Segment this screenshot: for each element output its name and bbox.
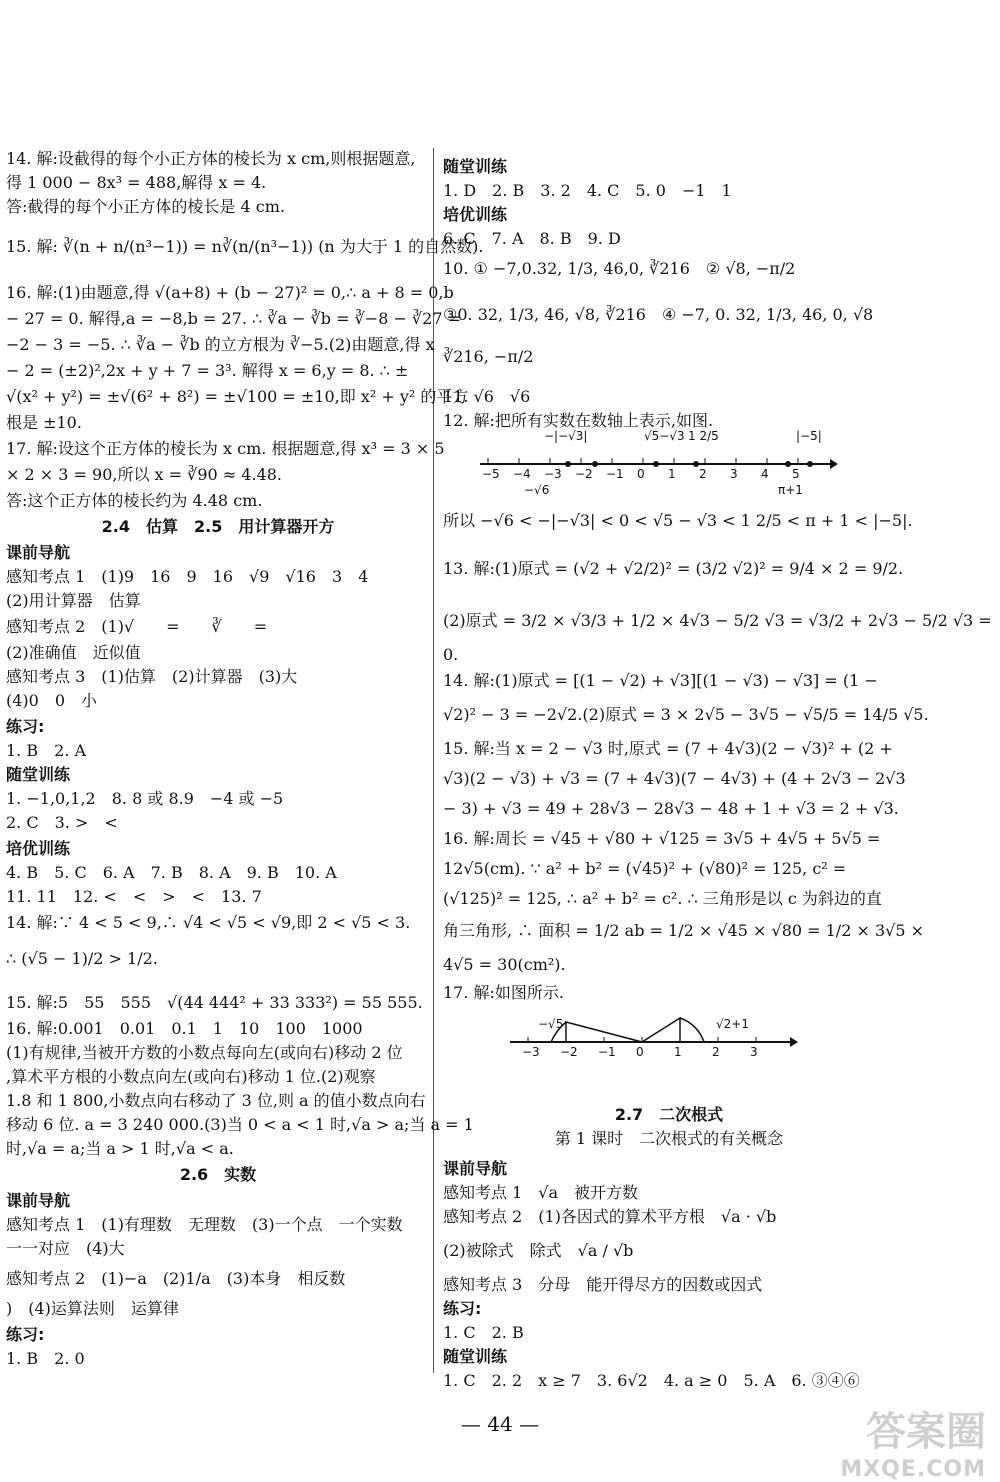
right-text-line: 所以 −√6 < −|−√3| < 0 < √5 − √3 < 1 2/5 < π + 1 < |−5|. <box>443 511 913 530</box>
tick-label: 1 <box>674 1045 682 1059</box>
left-text-line: − 2 = (±2)²,2x + y + 7 = 3³. 解得 x = 6,y = 8. ∴ ± <box>6 361 409 380</box>
left-text-line: 16. 解:(1)由题意,得 √(a+8) + (b − 27)² = 0,∴ a + 8 = 0,b <box>6 283 454 302</box>
nl1-mark-sqrt5-sqrt3: √5−√3 <box>644 429 685 443</box>
left-text-line: 根是 ±10. <box>6 413 82 432</box>
column-divider <box>433 148 434 1373</box>
left-text-line: 培优训练 <box>6 839 71 858</box>
left-text-line: 2. C 3. > < <box>6 813 118 832</box>
left-text-line: (1)有规律,当被开方数的小数点每向左(或向右)移动 2 位 <box>6 1043 403 1062</box>
right-text-line: 4√5 = 30(cm²). <box>443 955 566 974</box>
right-text-line: 14. 解:(1)原式 = [(1 − √2) + √3][(1 − √3) − √3] = (1 − <box>443 671 878 690</box>
right-text-line: ∛216, −π/2 <box>443 347 534 366</box>
left-text-line: 移动 6 位. a = 3 240 000.(3)当 0 < a < 1 时,√a > a;当 a = 1 <box>6 1115 474 1134</box>
tick-label: −3 <box>544 467 562 481</box>
tick-label: −5 <box>482 467 500 481</box>
right-text-line: 10. ① −7,0.32, 1/3, 46,0, ∛216 ② √8, −π/2 <box>443 259 796 278</box>
left-text-line: 1. −1,0,1,2 8. 8 或 8.9 −4 或 −5 <box>6 789 284 808</box>
right-text-line: 第 1 课时 二次根式的有关概念 <box>554 1129 784 1148</box>
right-text-line: √3)(2 − √3) + √3 = (7 + 4√3)(7 − 4√3) + (4 + 2√3 − 2√3 <box>443 769 906 788</box>
tick-label: −4 <box>513 467 531 481</box>
left-text-line: 15. 解: ∛(n + n/(n³−1)) = n∛(n/(n³−1)) (n 为大于 1 的自然数). <box>6 237 484 256</box>
tick-label: −1 <box>606 467 624 481</box>
tick-label: 0 <box>637 467 645 481</box>
watermark <box>786 1400 986 1482</box>
page-number: — 44 — <box>460 1412 540 1436</box>
right-text-line: 12√5(cm). ∵ a² + b² = (√45)² + (√80)² = 125, c² = <box>443 859 847 878</box>
right-text-line: √2)² − 3 = −2√2.(2)原式 = 3 × 2√5 − 3√5 − √5/5 = 14/5 √5. <box>443 705 929 724</box>
left-text-line: 感知考点 2 (1)−a (2)1/a (3)本身 相反数 <box>6 1269 346 1288</box>
left-text-line: 课前导航 <box>6 1191 71 1210</box>
right-text-line: 角三角形, ∴ 面积 = 1/2 ab = 1/2 × √45 × √80 = 1/2 × 3√5 × <box>443 921 925 940</box>
left-text-line: 1. B 2. A <box>6 741 87 760</box>
right-text-line: 随堂训练 <box>443 157 508 176</box>
right-text-line: 感知考点 1 √a 被开方数 <box>443 1183 639 1202</box>
left-text-line: 感知考点 3 (1)估算 (2)计算器 (3)大 <box>6 667 298 686</box>
right-text-line: 15. 解:当 x = 2 − √3 时,原式 = (7 + 4√3)(2 − √3)² + (2 + <box>443 739 893 758</box>
right-text-line: 1. C 2. 2 x ≥ 7 3. 6√2 4. a ≥ 0 5. A 6. ③④⑥ <box>443 1371 860 1390</box>
right-text-line: 6. C 7. A 8. B 9. D <box>443 229 621 248</box>
right-text-line: 随堂训练 <box>443 1347 508 1366</box>
watermark-site-text: MXQE.COM <box>840 1457 986 1482</box>
watermark-logo-text: 答案圈 <box>866 1409 986 1455</box>
left-text-line: 16. 解:0.001 0.01 0.1 1 10 100 1000 <box>6 1019 363 1038</box>
left-text-line: 感知考点 2 (1)√ = ∛ = <box>6 617 268 636</box>
right-text-line: 11. √6 √6 <box>443 387 531 406</box>
left-text-line: ,算术平方根的小数点向左(或向右)移动 1 位.(2)观察 <box>6 1067 376 1086</box>
right-text-line: 2.7 二次根式 <box>614 1105 724 1124</box>
left-text-line: 答:截得的每个小正方体的棱长是 4 cm. <box>6 197 285 216</box>
nl1-mark-neg-sqrt6: −√6 <box>524 483 550 497</box>
right-text-line: 课前导航 <box>443 1159 508 1178</box>
tick-label: 5 <box>792 467 800 481</box>
nl1-mark-pi-plus-1: π+1 <box>778 483 803 497</box>
number-line-figure-q17 <box>508 1014 798 1062</box>
right-text-line: (2)被除式 除式 √a / √b <box>443 1241 634 1260</box>
tick-label: 0 <box>636 1045 644 1059</box>
tick-label: 2 <box>712 1045 720 1059</box>
left-text-line: 2.4 估算 2.5 用计算器开方 <box>101 517 335 536</box>
tick-label: −2 <box>560 1045 578 1059</box>
left-text-line: 11. 11 12. < < > < 13. 7 <box>6 887 262 906</box>
left-text-line: − 27 = 0. 解得,a = −8,b = 27. ∴ ∛a − ∛b = ∛−8 − ∛27 = <box>6 309 462 328</box>
right-text-line: 1. C 2. B <box>443 1323 524 1342</box>
left-text-line: 14. 解:设截得的每个小正方体的棱长为 x cm,则根据题意, <box>6 149 416 168</box>
tick-label: 4 <box>761 467 769 481</box>
left-text-line: 1.8 和 1 800,小数点向右移动了 3 位,则 a 的值小数点向右 <box>6 1091 426 1110</box>
left-text-line: × 2 × 3 = 90,所以 x = ∛90 ≈ 4.48. <box>6 465 282 484</box>
nl1-mark-abs-neg5: |−5| <box>796 429 822 443</box>
right-text-line: 培优训练 <box>443 205 508 224</box>
tick-label: 2 <box>699 467 707 481</box>
number-line-figure-q12 <box>478 428 838 500</box>
left-text-line: ∴ (√5 − 1)/2 > 1/2. <box>6 949 158 968</box>
nl1-mark-neg-abs-sqrt3: −|−√3| <box>544 429 588 443</box>
left-text-line: 感知考点 1 (1)有理数 无理数 (3)一个点 一个实数 <box>6 1215 403 1234</box>
left-text-line: (2)用计算器 估算 <box>6 591 141 610</box>
left-text-line: 感知考点 1 (1)9 16 9 16 √9 √16 3 4 <box>6 567 369 586</box>
left-text-line: −2 − 3 = −5. ∴ ∛a − ∛b 的立方根为 ∛−5.(2)由题意,得 x <box>6 335 435 354</box>
tick-label: 1 <box>668 467 676 481</box>
left-text-line: 练习: <box>6 1325 45 1344</box>
right-text-line: 12. 解:把所有实数在数轴上表示,如图. <box>443 411 714 430</box>
left-text-line: ) (4)运算法则 运算律 <box>6 1299 179 1318</box>
right-text-line: 感知考点 2 (1)各因式的算术平方根 √a · √b <box>443 1207 777 1226</box>
left-text-line: 14. 解:∵ 4 < 5 < 9,∴ √4 < √5 < √9,即 2 < √5 < 3. <box>6 913 411 932</box>
left-text-line: 练习: <box>6 717 45 736</box>
tick-label: 3 <box>730 467 738 481</box>
right-text-line: 0. <box>443 645 459 664</box>
left-text-line: 1. B 2. 0 <box>6 1349 85 1368</box>
right-text-line: (2)原式 = 3/2 × √3/3 + 1/2 × 4√3 − 5/2 √3 = √3/2 + 2√3 − 5/2 √3 = <box>443 611 992 630</box>
left-text-line: √(x² + y²) = ±√(6² + 8²) = ±√100 = ±10,即 x² + y² 的平方 <box>6 387 469 406</box>
left-text-line: 时,√a = a;当 a > 1 时,√a < a. <box>6 1139 234 1158</box>
left-text-line: 17. 解:设这个正方体的棱长为 x cm. 根据题意,得 x³ = 3 × 5 <box>6 439 445 458</box>
right-text-line: 1. D 2. B 3. 2 4. C 5. 0 −1 1 <box>443 181 732 200</box>
left-text-line: (2)准确值 近似值 <box>6 643 141 662</box>
tick-label: −3 <box>522 1045 540 1059</box>
left-text-line: 得 1 000 − 8x³ = 488,解得 x = 4. <box>6 173 267 192</box>
right-text-line: ③0. 32, 1/3, 46, √8, ∛216 ④ −7, 0. 32, 1/3, 46, 0, √8 <box>443 305 874 324</box>
tick-label: 3 <box>750 1045 758 1059</box>
right-text-line: 16. 解:周长 = √45 + √80 + √125 = 3√5 + 4√5 + 5√5 = <box>443 829 881 848</box>
left-text-line: 课前导航 <box>6 543 71 562</box>
right-text-line: 13. 解:(1)原式 = (√2 + √2/2)² = (3/2 √2)² = 9/4 × 2 = 9/2. <box>443 559 904 578</box>
right-text-line: 练习: <box>443 1299 482 1318</box>
right-text-line: − 3) + √3 = 49 + 28√3 − 28√3 − 48 + 1 + √3 = 2 + √3. <box>443 799 899 818</box>
left-text-line: 答:这个正方体的棱长约为 4.48 cm. <box>6 491 263 510</box>
left-text-line: 15. 解:5 55 555 √(44 444² + 33 333²) = 55 555. <box>6 993 423 1012</box>
right-text-line: 17. 解:如图所示. <box>443 983 565 1002</box>
left-text-line: 随堂训练 <box>6 765 71 784</box>
nl2-mark-neg-sqrt5: −√5 <box>538 1017 564 1031</box>
left-text-line: 4. B 5. C 6. A 7. B 8. A 9. B 10. A <box>6 863 337 882</box>
left-text-line: (4)0 0 小 <box>6 691 98 710</box>
tick-label: −2 <box>575 467 593 481</box>
nl2-mark-sqrt2-plus-1: √2+1 <box>716 1017 749 1031</box>
left-text-line: 2.6 实数 <box>179 1165 257 1184</box>
left-text-line: 一一对应 (4)大 <box>6 1239 125 1258</box>
right-text-line: (√125)² = 125, ∴ a² + b² = c². ∴ 三角形是以 c 为斜边的直 <box>443 889 882 908</box>
right-text-line: 感知考点 3 分母 能开得尽方的因数或因式 <box>443 1275 763 1294</box>
tick-label: −1 <box>598 1045 616 1059</box>
nl1-mark-1-2-5: 1 2/5 <box>688 429 719 443</box>
